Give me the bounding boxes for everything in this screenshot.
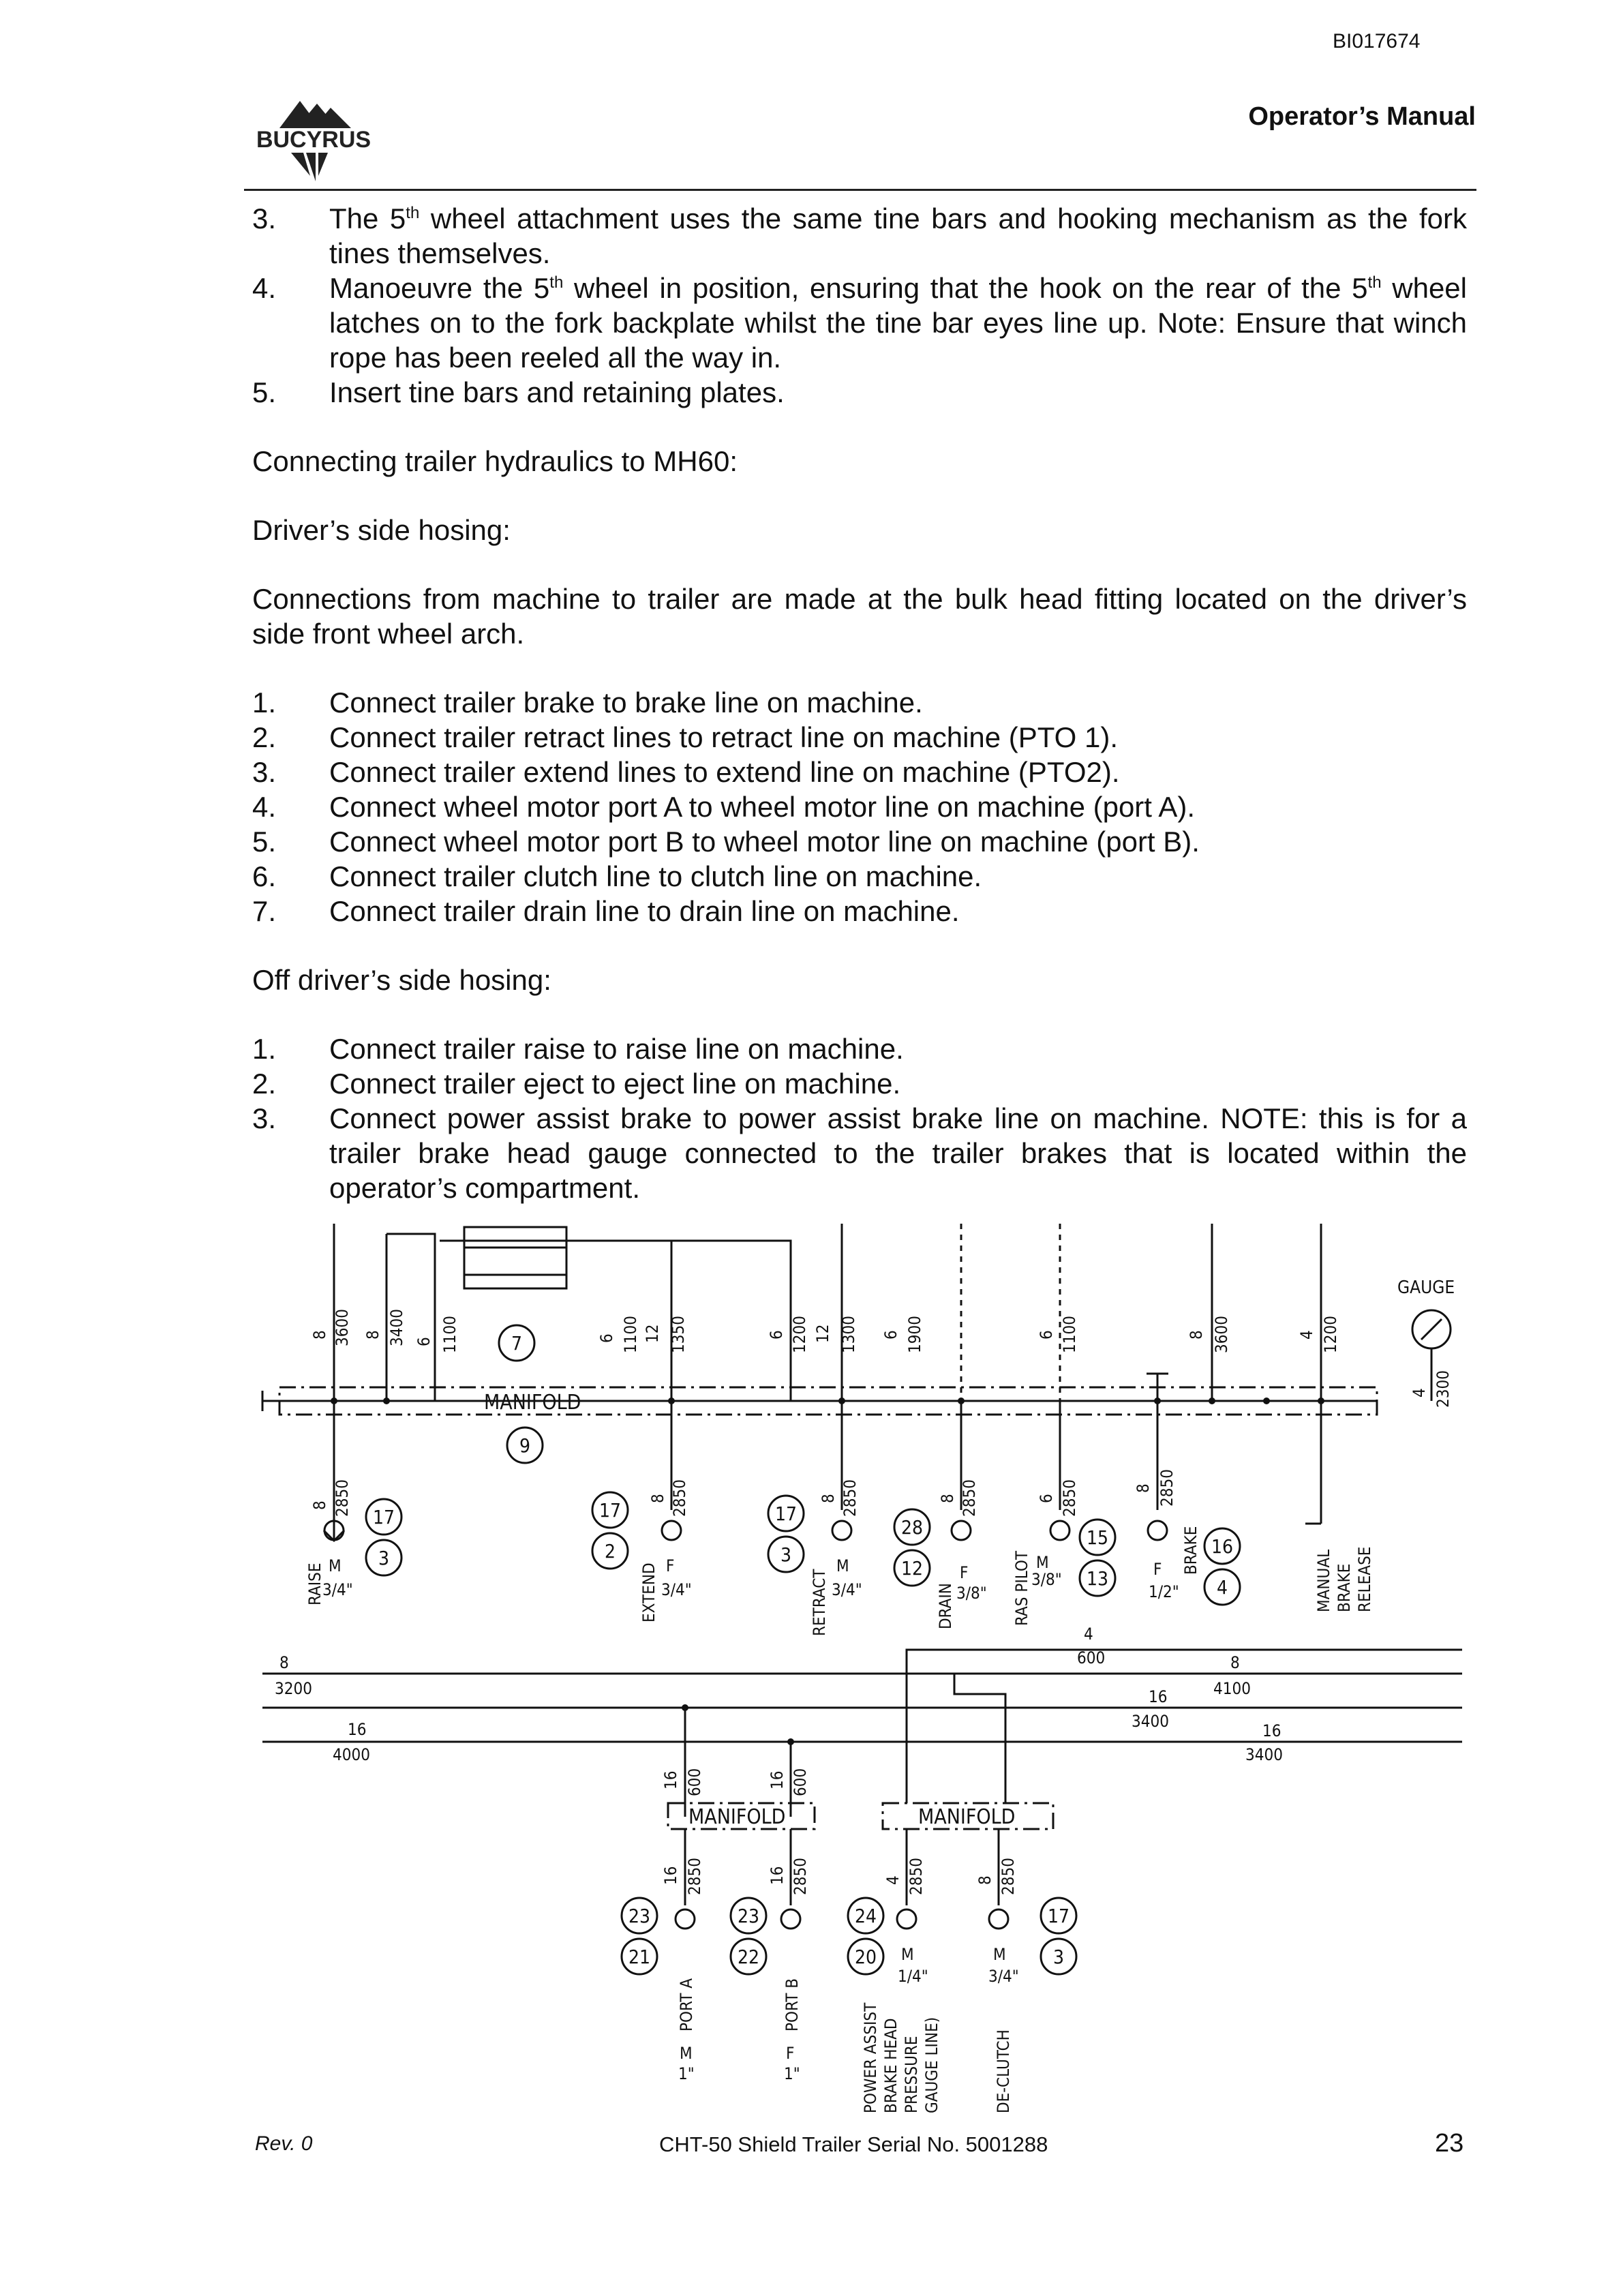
list-text: wheel latches on to the fork backplate whilst the tine bar eyes line up. Note: Ensure that winch rope has been reeled all the way in. xyxy=(329,272,1467,374)
hose-size: 4 xyxy=(883,1875,902,1885)
hose-size: 4 xyxy=(1297,1330,1316,1340)
section-heading: Off driver’s side hosing: xyxy=(252,964,551,996)
list-number: 5. xyxy=(252,826,277,858)
list-text: Connect trailer brake to brake line on machine. xyxy=(329,686,923,719)
item-number: 16 xyxy=(1211,1535,1234,1558)
coupler-dim: 1/4" xyxy=(898,1967,928,1986)
paragraph: Connections from machine to trailer are made at the bulk head fitting located on the driver’s side front wheel arch. xyxy=(252,583,1467,650)
hose-length: 2850 xyxy=(1157,1469,1177,1507)
hose-size: 16 xyxy=(1149,1687,1168,1706)
hose-size: 16 xyxy=(768,1866,787,1885)
item-number: 21 xyxy=(628,1946,651,1968)
footer-revision: Rev. 0 xyxy=(255,2132,313,2155)
list-text: Connect trailer eject to eject line on machine. xyxy=(329,1068,901,1100)
hose-length: 1200 xyxy=(1321,1316,1340,1353)
bucyrus-logo xyxy=(242,95,385,187)
hose-length: 1900 xyxy=(905,1316,924,1353)
coupler-dim: 3/4" xyxy=(988,1967,1019,1986)
list-text: Connect trailer extend lines to extend line on machine (PTO2). xyxy=(329,756,1120,788)
list-text: Connect wheel motor port A to wheel motor line on machine (port A). xyxy=(329,791,1195,823)
hose-size: 8 xyxy=(975,1875,995,1885)
hose-length: 2850 xyxy=(1060,1479,1079,1517)
coupler-type: M xyxy=(680,2044,693,2063)
logo-wordmark: BUCYRUS xyxy=(256,127,371,153)
list-number: 4. xyxy=(252,791,277,823)
list-text: The 5 xyxy=(329,202,406,235)
hose-size: 6 xyxy=(597,1333,616,1343)
page-number: 23 xyxy=(1435,2129,1464,2158)
list-item xyxy=(252,1101,1467,1205)
list-item xyxy=(252,375,1467,410)
coupler-dim: 3/4" xyxy=(832,1580,862,1599)
hose-size: 4 xyxy=(1084,1625,1093,1644)
hose-length: 2850 xyxy=(333,1479,352,1517)
list-text: Manoeuvre the 5 xyxy=(329,272,550,304)
list-number: 2. xyxy=(252,721,277,753)
list-number: 6. xyxy=(252,860,277,892)
hose-size: 8 xyxy=(819,1494,838,1503)
list-number: 3. xyxy=(252,202,277,235)
item-number: 7 xyxy=(511,1332,523,1355)
list-text: wheel attachment uses the same tine bars and hooking mechanism as the fork tines themselves. xyxy=(329,202,1467,269)
item-number: 17 xyxy=(774,1502,798,1525)
item-number: 3 xyxy=(780,1543,792,1566)
item-number: 9 xyxy=(519,1434,531,1457)
list-item xyxy=(252,859,1467,894)
page-body xyxy=(252,201,1467,1205)
coupler-type: M xyxy=(836,1556,849,1575)
section-heading: Connecting trailer hydraulics to MH60: xyxy=(252,445,738,477)
hose-size: 16 xyxy=(348,1720,367,1739)
hose-size: 8 xyxy=(279,1653,289,1672)
header-divider xyxy=(244,189,1476,191)
manifold-top xyxy=(484,1391,581,1415)
hose-length: 1100 xyxy=(1060,1316,1079,1353)
coupler-label: DE-CLUTCH xyxy=(994,2029,1013,2113)
list-item xyxy=(252,824,1467,859)
item-number: 23 xyxy=(628,1905,651,1927)
coupler-label: PORT A xyxy=(677,1978,696,2031)
coupler-label: RAISE xyxy=(305,1562,324,1605)
hose-length: 600 xyxy=(1077,1648,1106,1667)
manifold-label: MANIFOLD xyxy=(918,1805,1016,1829)
hose-size: 16 xyxy=(661,1770,680,1789)
section-heading: Driver’s side hosing: xyxy=(252,514,511,546)
list-number: 1. xyxy=(252,686,277,719)
hose-length: 2850 xyxy=(685,1858,704,1895)
hose-length: 600 xyxy=(791,1768,810,1796)
hose-size: 8 xyxy=(1134,1483,1153,1493)
coupler-label: RETRACT xyxy=(810,1569,829,1636)
hose-length: 3400 xyxy=(387,1309,406,1346)
hose-length: 2850 xyxy=(999,1858,1018,1895)
coupler-label: RAS PILOT xyxy=(1012,1550,1031,1626)
hose-length: 2850 xyxy=(670,1479,689,1517)
hose-length: 3600 xyxy=(333,1309,352,1346)
hose-length: 600 xyxy=(685,1768,704,1796)
coupler-dim: 1" xyxy=(678,2064,695,2083)
coupler-type: F xyxy=(1153,1560,1162,1579)
hose-size: 16 xyxy=(1262,1721,1281,1740)
top-hose-labels xyxy=(310,1309,1453,1408)
list-number: 5. xyxy=(252,376,277,408)
hose-length: 4000 xyxy=(333,1745,370,1764)
hose-length: 4100 xyxy=(1213,1679,1251,1698)
hose-length: 2850 xyxy=(791,1858,810,1895)
hose-length: 1200 xyxy=(790,1316,809,1353)
hose-length: 1350 xyxy=(669,1316,688,1353)
list-item xyxy=(252,894,1467,928)
item-number: 15 xyxy=(1086,1526,1109,1549)
hose-size: 6 xyxy=(767,1330,786,1340)
list-text: Connect trailer raise to raise line on machine. xyxy=(329,1033,904,1065)
coupler-dim: 1" xyxy=(784,2064,800,2083)
coupler-type: F xyxy=(960,1563,969,1582)
list-item xyxy=(252,1031,1467,1066)
item-number: 20 xyxy=(854,1946,877,1968)
hose-length: 1300 xyxy=(839,1316,858,1353)
hose-size: 6 xyxy=(1037,1330,1056,1340)
hose-size: 6 xyxy=(881,1330,900,1340)
list-item xyxy=(252,271,1467,375)
coupler-label: GAUGE LINE) xyxy=(922,2016,941,2113)
hose-length: 3200 xyxy=(275,1679,312,1698)
item-number: 28 xyxy=(900,1516,924,1539)
list-item xyxy=(252,755,1467,789)
coupler-type: M xyxy=(329,1556,342,1575)
hose-size: 16 xyxy=(661,1866,680,1885)
coupler-label: PORT B xyxy=(783,1978,802,2031)
hose-length: 1100 xyxy=(440,1316,459,1353)
hose-size: 8 xyxy=(310,1330,329,1340)
item-number: 17 xyxy=(1047,1905,1070,1927)
coupler-label: BRAKE HEAD xyxy=(881,2018,900,2113)
coupler-dim: 3/4" xyxy=(322,1580,353,1599)
gauge-label: GAUGE xyxy=(1397,1278,1455,1298)
list-item xyxy=(252,789,1467,824)
manual-brake-release-label: RELEASE xyxy=(1355,1546,1374,1612)
list-text: Connect power assist brake to power assist brake line on machine. NOTE: this is for a trailer brake head gauge connected to the trailer brakes that is located within the operator’s compartment. xyxy=(329,1102,1467,1204)
coupler-dim: 3/8" xyxy=(1031,1570,1062,1589)
item-number: 4 xyxy=(1216,1576,1228,1599)
list-number: 3. xyxy=(252,756,277,788)
list-number: 4. xyxy=(252,272,277,304)
superscript: th xyxy=(1367,273,1382,292)
manifold-label: MANIFOLD xyxy=(688,1805,786,1829)
coupler-type: M xyxy=(901,1945,914,1964)
manual-title: Operator’s Manual xyxy=(1248,102,1476,131)
hydraulic-hose-diagram xyxy=(242,1217,1476,2124)
manual-brake-release-label: BRAKE xyxy=(1335,1563,1354,1612)
list-text: Connect trailer drain line to drain line on machine. xyxy=(329,895,960,927)
coupler-type: F xyxy=(786,2044,795,2063)
footer-title: CHT-50 Shield Trailer Serial No. 5001288 xyxy=(659,2132,1048,2156)
hose-size: 8 xyxy=(1230,1653,1240,1672)
hose-length: 2300 xyxy=(1434,1370,1453,1408)
item-number: 12 xyxy=(900,1557,924,1580)
item-number: 17 xyxy=(598,1499,622,1522)
hose-size: 4 xyxy=(1410,1388,1429,1398)
item-number: 22 xyxy=(737,1946,760,1968)
list-text: Insert tine bars and retaining plates. xyxy=(329,376,785,408)
coupler-label: POWER ASSIST xyxy=(861,2002,880,2113)
list-item xyxy=(252,1066,1467,1101)
list-text: Connect trailer clutch line to clutch line on machine. xyxy=(329,860,982,892)
coupler-type: M xyxy=(993,1945,1006,1964)
list-text: wheel in position, ensuring that the hook on the rear of the 5 xyxy=(563,272,1368,304)
item-number: 2 xyxy=(604,1540,616,1562)
list-number: 2. xyxy=(252,1068,277,1100)
manifold-label: MANIFOLD xyxy=(484,1391,581,1415)
superscript: th xyxy=(549,273,564,292)
hose-size: 8 xyxy=(310,1500,329,1510)
list-text: Connect wheel motor port B to wheel motor line on machine (port B). xyxy=(329,826,1200,858)
hose-length: 2850 xyxy=(907,1858,926,1895)
item-number: 23 xyxy=(737,1905,760,1927)
hose-size: 12 xyxy=(643,1324,662,1343)
hose-length: 2850 xyxy=(960,1479,979,1517)
bottom-couplers xyxy=(661,1858,1019,2113)
hose-length: 2850 xyxy=(840,1479,860,1517)
coupler-label: PRESSURE xyxy=(902,2036,921,2113)
item-number: 3 xyxy=(1052,1946,1065,1968)
hose-length: 3400 xyxy=(1132,1712,1169,1731)
coupler-dim: 3/4" xyxy=(661,1580,692,1599)
item-number: 24 xyxy=(854,1905,877,1927)
list-number: 3. xyxy=(252,1102,277,1134)
superscript: th xyxy=(406,204,420,222)
coupler-dim: 3/8" xyxy=(956,1584,987,1603)
list-item xyxy=(252,720,1467,755)
item-number: 3 xyxy=(378,1547,390,1569)
item-number: 13 xyxy=(1086,1567,1109,1590)
driver-steps-list xyxy=(252,685,1467,928)
list-text: Connect trailer retract lines to retract line on machine (PTO 1). xyxy=(329,721,1119,753)
hose-length: 3400 xyxy=(1245,1745,1283,1764)
coupler-label: DRAIN xyxy=(936,1583,955,1629)
hose-size: 8 xyxy=(938,1494,957,1503)
coupler-label: BRAKE xyxy=(1181,1526,1200,1575)
list-item xyxy=(252,201,1467,271)
hose-length: 3600 xyxy=(1212,1316,1231,1353)
hose-size: 8 xyxy=(1187,1330,1206,1340)
list-number: 1. xyxy=(252,1033,277,1065)
list-number: 7. xyxy=(252,895,277,927)
list-item xyxy=(252,685,1467,720)
document-id: BI017674 xyxy=(1333,30,1421,52)
manual-brake-release-label: MANUAL xyxy=(1314,1549,1333,1612)
coupler-type: F xyxy=(666,1556,675,1575)
hose-size: 8 xyxy=(648,1494,667,1503)
hose-size: 12 xyxy=(813,1324,832,1343)
hose-length: 1100 xyxy=(621,1316,640,1353)
hose-size: 6 xyxy=(1037,1494,1056,1503)
hose-size: 6 xyxy=(414,1337,434,1346)
item-number: 17 xyxy=(372,1506,395,1528)
coupler-dim: 1/2" xyxy=(1149,1582,1179,1601)
coupler-label: EXTEND xyxy=(639,1562,658,1622)
coupler-type: M xyxy=(1036,1553,1049,1572)
hose-size: 16 xyxy=(768,1770,787,1789)
hose-size: 8 xyxy=(363,1330,382,1340)
off-driver-steps-list xyxy=(252,1031,1467,1205)
